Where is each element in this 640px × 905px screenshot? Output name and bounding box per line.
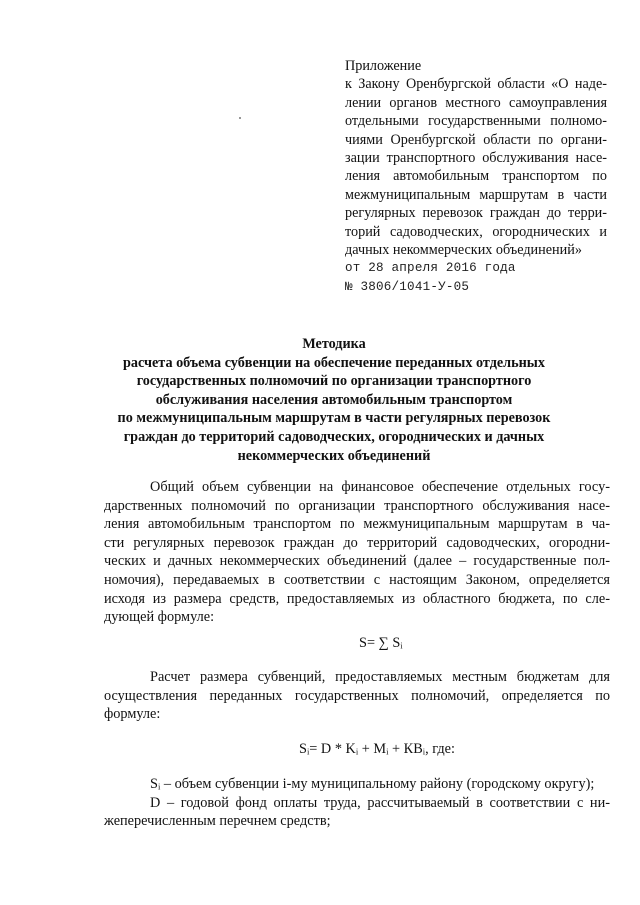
formula-total: S= ∑ Sᵢ [359,635,403,651]
paragraph-line: сти регулярных перевозок граждан до территорий садоводческих, огородни- [104,534,610,551]
title-line: граждан до территорий садоводческих, огороднических и дачных [123,428,545,445]
paragraph-definitions [104,775,610,831]
appendix-number: № 3806/1041-У-05 [345,279,470,294]
appendix-line: Приложение [345,58,422,74]
paragraph-total-volume [104,478,610,627]
paragraph-line: исходя из размера средств, предоставляемых из областного бюджета, по сле- [104,590,610,607]
appendix-date: от 28 апреля 2016 года [345,261,516,276]
title-line: по межмуниципальным маршрутам в части регулярных перевозок [117,410,551,427]
title-line: расчета объема субвенции на обеспечение переданных отдельных [123,354,545,371]
appendix-line: лении органов местного самоуправления [345,94,607,111]
paragraph-calculation [104,668,610,724]
paragraph-line: формуле: [104,706,161,723]
scan-dot-mark [239,117,241,119]
appendix-line: торий садоводческих, огороднических и [345,223,607,240]
appendix-header [345,57,607,296]
title-heading: Методика [302,336,366,352]
appendix-line: регулярных перевозок граждан до терри- [345,205,607,222]
paragraph-line: дарственных полномочий по организации транспортного обслуживания насе- [104,497,610,514]
definition-line: D – годовой фонд оплаты труда, рассчитываемый в соответствии с ни- [150,794,610,811]
appendix-line: отдельными государственными полномо- [345,113,607,130]
title-line: обслуживания населения автомобильным транспортом [155,391,513,408]
paragraph-line: номочия), передаваемых в соответствии с настоящим Законом, определяется [104,571,610,588]
appendix-line: зации транспортного обслуживания насе- [345,150,607,167]
appendix-line: чиями Оренбургской области по органи- [345,131,607,148]
appendix-line: дачных некоммерческих объединений» [345,242,582,259]
appendix-line: ления автомобильным транспортом по [345,168,607,185]
document-title [60,335,608,465]
paragraph-line: дующей формуле: [104,609,215,626]
formula-per-district: Sᵢ= D * Kᵢ + Mᵢ + КВᵢ, где: [299,741,455,757]
paragraph-line: ческих и дачных некоммерческих объединений (далее – государственные пол- [104,553,610,570]
appendix-line: к Закону Оренбургской области «О наде- [345,76,607,93]
appendix-line: межмуниципальным маршрутам в части [345,186,607,203]
definition-line: Sᵢ – объем субвенции i-му муниципальному району (городскому округу); [150,776,595,792]
paragraph-line: Расчет размера субвенций, предоставляемых местным бюджетам для [150,669,610,685]
definition-line: жеперечисленным перечнем средств; [104,813,331,830]
title-line: некоммерческих объединений [237,447,431,464]
paragraph-line: Общий объем субвенции на финансовое обеспечение отдельных госу- [150,479,610,495]
paragraph-line: осуществления переданных государственных полномочий, определяется по [104,687,610,704]
paragraph-line: ления автомобильным транспортом по межмуниципальным маршрутам в ча- [104,516,610,533]
title-line: государственных полномочий по организации транспортного [136,373,532,390]
